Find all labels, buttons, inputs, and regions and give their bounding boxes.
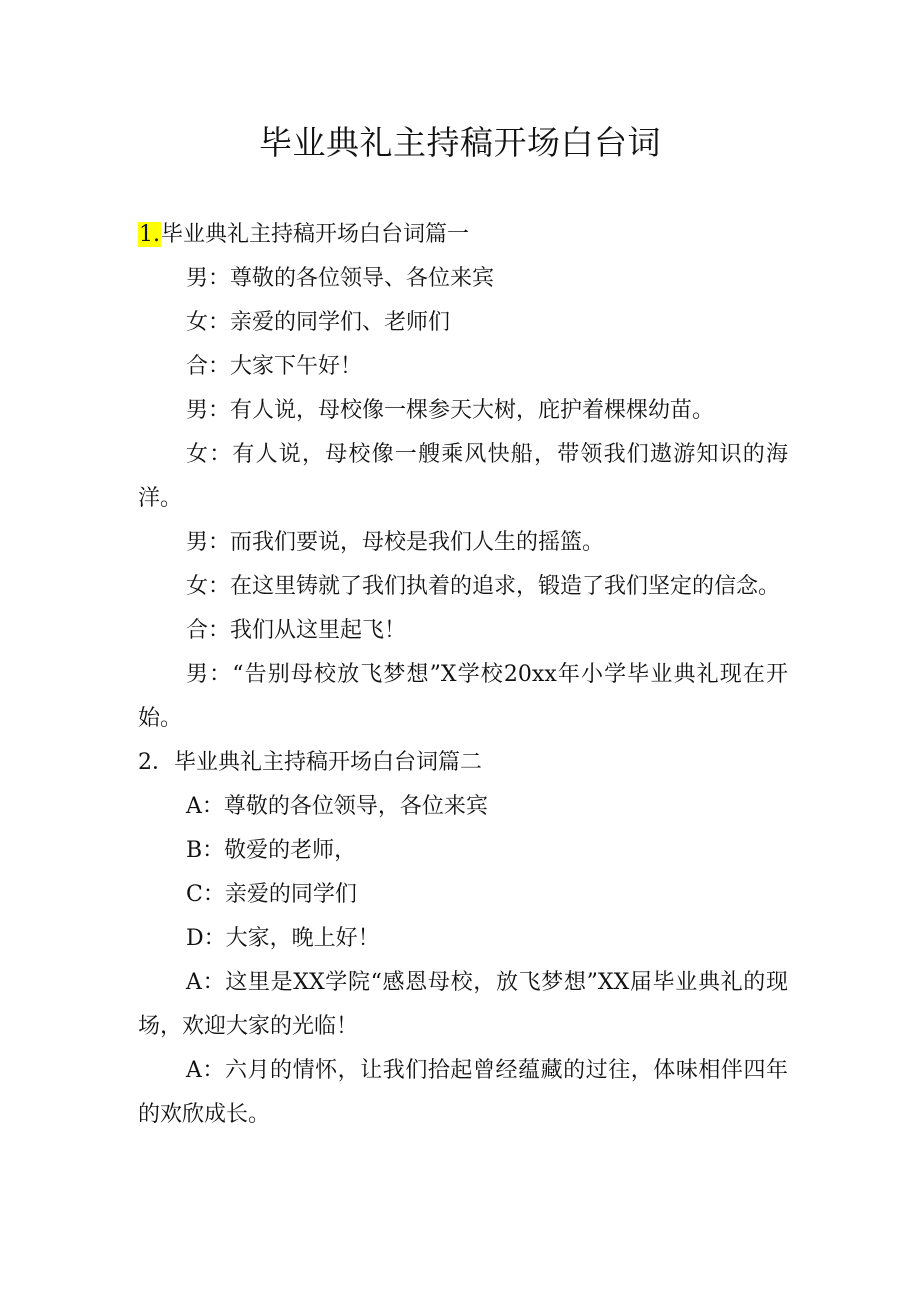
dialogue-paragraph: A：这里是XX学院“感恩母校，放飞梦想”XX届毕业典礼的现场，欢迎大家的光临！ (138, 970, 788, 1039)
dialogue-line: 男：有人说，母校像一棵参天大树，庇护着棵棵幼苗。 (186, 398, 715, 423)
dialogue-line: 女：亲爱的同学们、老师们 (186, 310, 451, 335)
dialogue-line: 女：在这里铸就了我们执着的追求，锻造了我们坚定的信念。 (186, 574, 781, 599)
dialogue-line: A：尊敬的各位领导，各位来宾 (186, 794, 488, 819)
document-body (138, 213, 788, 1137)
dialogue-line: B：敬爱的老师， (186, 838, 357, 863)
dialogue-paragraph: 男：“告别母校放飞梦想”X学校20xx年小学毕业典礼现在开始。 (138, 662, 788, 731)
dialogue-paragraph: A：六月的情怀，让我们拾起曾经蕴藏的过往，体味相伴四年的欢欣成长。 (138, 1058, 788, 1127)
dialogue-line: 男：尊敬的各位领导、各位来宾 (186, 266, 495, 291)
dialogue-line: C：亲爱的同学们 (186, 882, 357, 907)
dialogue-line: 合：我们从这里起飞！ (186, 618, 407, 643)
dialogue-line: 合：大家下午好！ (186, 354, 363, 379)
document-title: 毕业典礼主持稿开场白台词 (259, 123, 661, 162)
section1-heading-text: 毕业典礼主持稿开场白台词篇一 (161, 222, 470, 247)
dialogue-line: 男：而我们要说，母校是我们人生的摇篮。 (186, 530, 605, 555)
section1-heading (138, 213, 788, 257)
dialogue-line: D：大家，晚上好！ (186, 926, 380, 951)
section1-number-highlight: 1. (139, 222, 160, 247)
dialogue-paragraph: 女：有人说，母校像一艘乘风快船，带领我们遨游知识的海洋。 (138, 442, 788, 511)
section2-heading: 2．毕业典礼主持稿开场白台词篇二 (138, 750, 482, 775)
